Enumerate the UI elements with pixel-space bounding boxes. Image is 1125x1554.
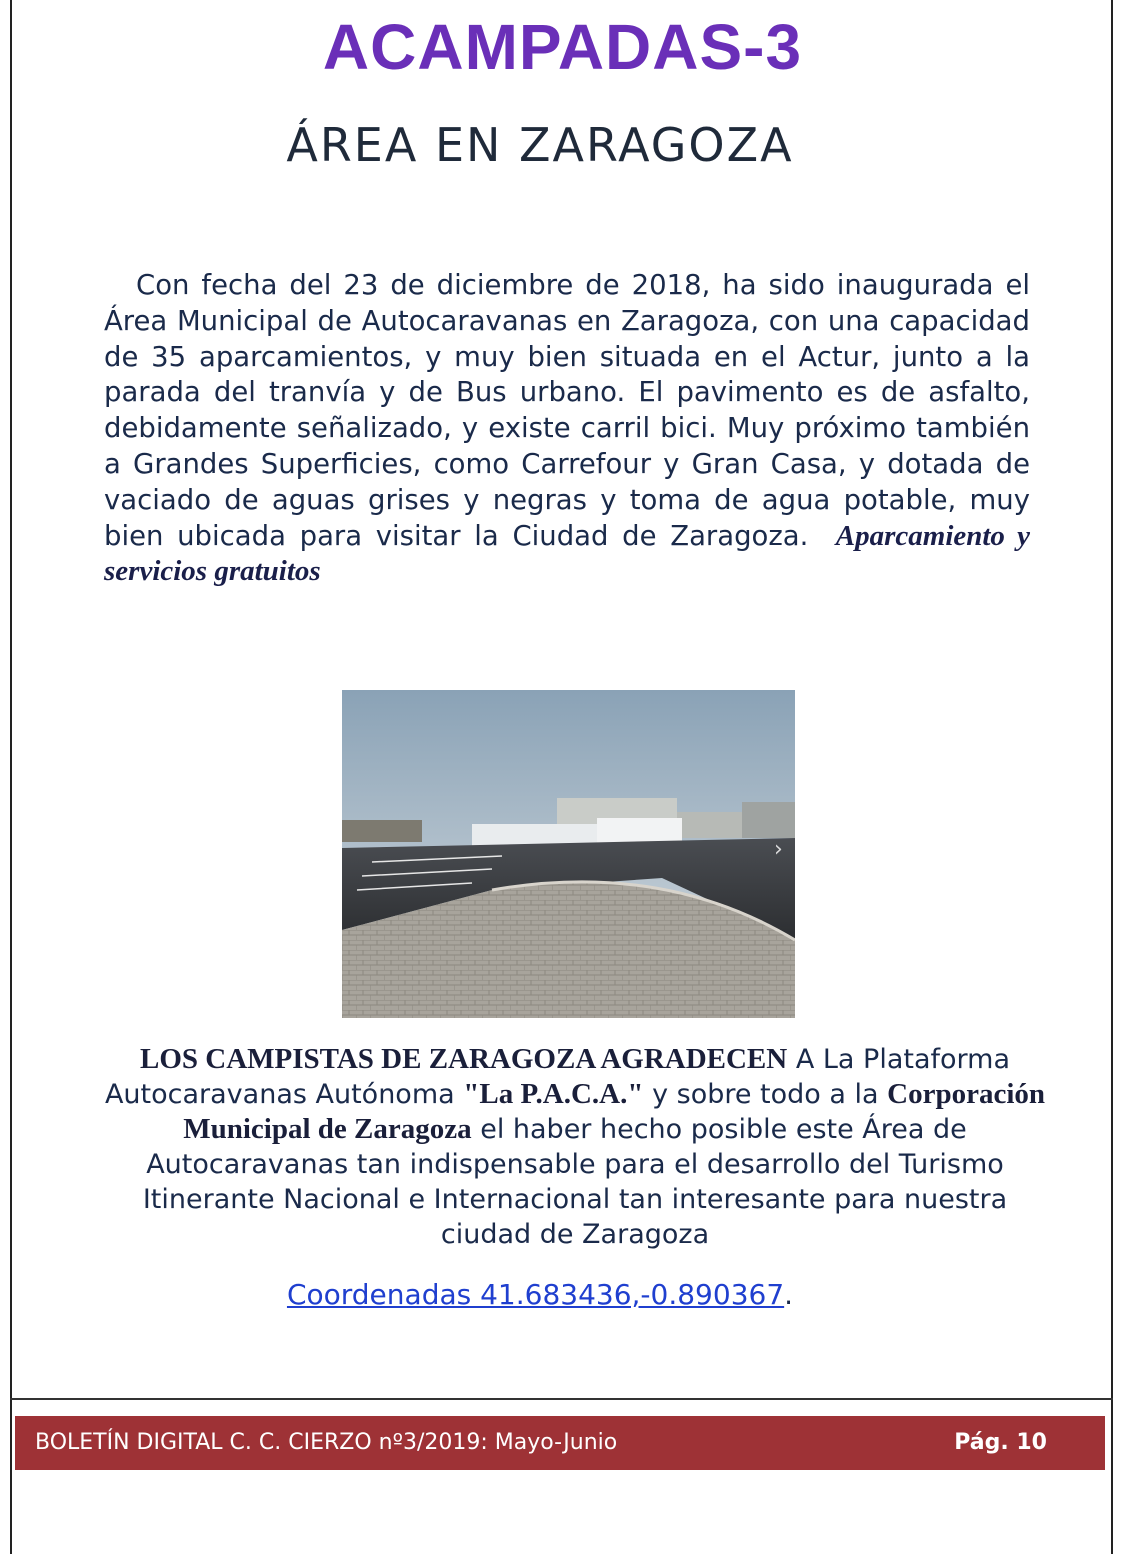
thanks-paragraph [100,1042,1050,1252]
footer-bulletin: BOLETÍN DIGITAL C. C. CIERZO nº3/2019: Mayo-Junio [35,1430,618,1455]
article-body: Con fecha del 23 de diciembre de 2018, ha sido inaugurada el Área Municipal de Autocaravanas en Zaragoza, con una capacidad de 35 aparcamientos, y muy bien situada en el Actur, junto a la parada del tranvía y de Bus urbano. El pavimento es de asfalto, debidamente señalizado, y existe carril bici. Muy próximo también a Grandes Superficies, como Carrefour y Gran Casa, y dotada de vaciado de aguas grises y negras y toma de agua potable, muy bien ubicada para visitar la Ciudad de Zaragoza. [104,269,1030,552]
article-paragraph [104,268,1030,590]
thanks-lead: LOS CAMPISTAS DE ZARAGOZA AGRADECEN [139,1043,788,1075]
coordinates-link[interactable]: Coordenadas 41.683436,-0.890367 [286,1278,785,1311]
thanks-text-1: A La Plataforma Autocaravanas Autónoma [104,1044,1010,1110]
campsite-photo-svg [342,690,795,1018]
chevron-right-icon[interactable]: › [774,837,783,862]
footer-bar [15,1416,1105,1470]
article-emphasis: Aparcamiento y servicios gratuitos [104,519,1031,588]
trees [342,820,422,842]
page-title: ACAMPADAS-3 [322,11,803,83]
building [742,802,795,838]
page-subtitle: ÁREA EN ZARAGOZA [286,118,794,172]
coordinates [0,1278,1080,1311]
campsite-photo [342,690,795,1018]
coordinates-period: . [784,1278,794,1311]
building [677,812,747,838]
footer-divider [10,1398,1113,1400]
corporation-name: Corporación Municipal de Zaragoza [183,1078,1046,1145]
paca-name: "La P.A.C.A." [463,1078,644,1110]
footer-page-number: Pág. 10 [954,1430,1047,1455]
thanks-text-3: el haber hecho posible este Área de Autocaravanas tan indispensable para el desarrollo del Turismo Itinerante Nacional e Internacional tan interesante para nuestra ciudad de Zaragoza [142,1114,1008,1250]
thanks-text-2: y sobre todo a la [652,1079,879,1110]
